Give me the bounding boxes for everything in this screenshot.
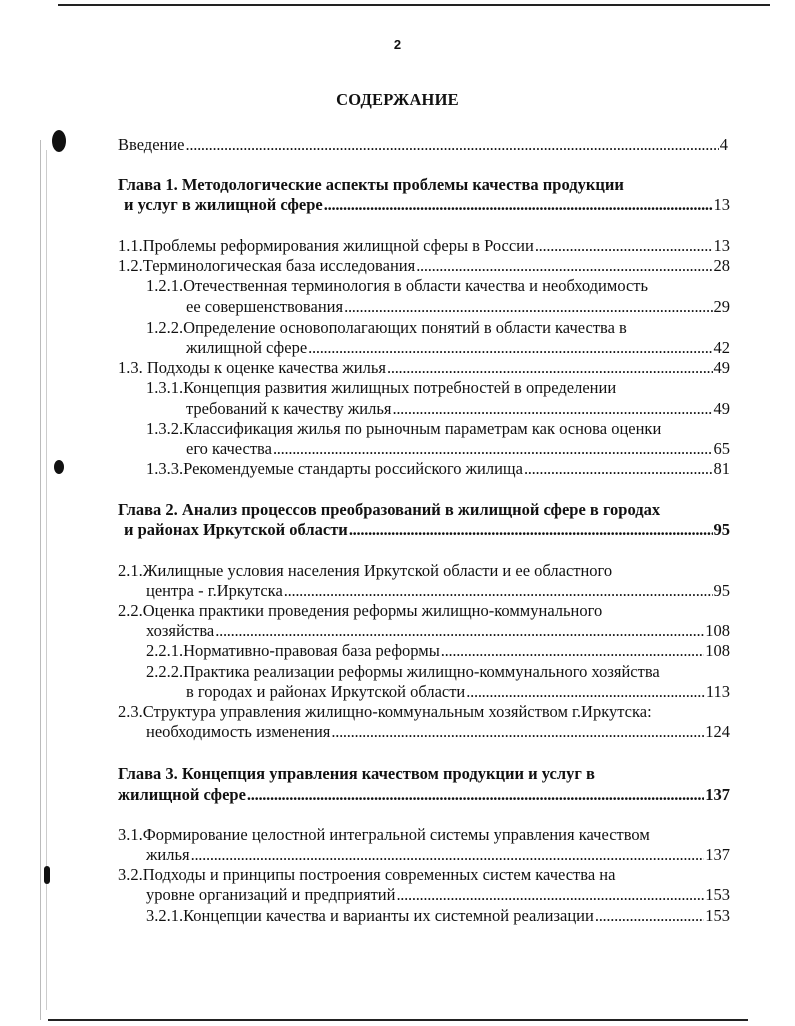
toc-entry-text: 1.3.1.Концепция развития жилищных потребностей в определении bbox=[146, 378, 617, 397]
dot-leader bbox=[308, 337, 712, 359]
toc-entry[interactable] bbox=[118, 235, 730, 257]
toc-entry[interactable] bbox=[118, 134, 728, 156]
toc-entry-text: центра - г.Иркутска bbox=[146, 581, 283, 600]
toc-entry-text: 1.2.Терминологическая база исследования bbox=[118, 256, 416, 275]
toc-entry-text: 1.3.2.Классификация жилья по рыночным параметрам как основа оценки bbox=[146, 419, 662, 438]
dot-leader bbox=[186, 134, 719, 156]
toc-entry-page: 13 bbox=[713, 195, 730, 214]
toc-entry-page: 113 bbox=[705, 682, 730, 701]
toc-entry[interactable] bbox=[186, 681, 730, 703]
toc-entry-page: 81 bbox=[713, 459, 730, 478]
toc-entry-text: необходимость изменения bbox=[146, 722, 331, 741]
toc-entry-text: жилья bbox=[146, 845, 190, 864]
toc-subentry-heading bbox=[146, 317, 627, 339]
toc-entry-page: 108 bbox=[705, 621, 730, 640]
toc-subentry-heading bbox=[118, 600, 602, 622]
toc-entry-text: требований к качеству жилья bbox=[186, 399, 392, 418]
toc-entry-text: уровне организаций и предприятий bbox=[146, 885, 396, 904]
toc-entry-text: 2.2.1.Нормативно-правовая база реформы bbox=[146, 641, 440, 660]
toc-entry-page: 42 bbox=[713, 338, 730, 357]
toc-chapter-heading bbox=[118, 174, 624, 196]
toc-entry-page: 28 bbox=[713, 256, 730, 275]
toc-entry-page: 108 bbox=[705, 641, 730, 660]
toc-entry[interactable] bbox=[146, 721, 730, 743]
toc-entry-page: 65 bbox=[713, 439, 730, 458]
toc-entry[interactable] bbox=[124, 194, 730, 216]
toc-entry-text: 1.3. Подходы к оценке качества жилья bbox=[118, 358, 386, 377]
toc-subentry-heading bbox=[146, 418, 661, 440]
toc-entry[interactable] bbox=[146, 905, 730, 927]
toc-entry-text: и услуг в жилищной сфере bbox=[124, 195, 323, 214]
toc-entry-page: 4 bbox=[719, 135, 728, 154]
toc-entry-text: в городах и районах Иркутской области bbox=[186, 682, 466, 701]
toc-entry-page: 153 bbox=[705, 885, 730, 904]
toc-entry[interactable] bbox=[146, 844, 730, 866]
toc-subentry-heading bbox=[118, 701, 652, 723]
toc-entry-text: 3.1.Формирование целостной интегральной системы управления качеством bbox=[118, 825, 650, 844]
dot-leader bbox=[324, 194, 713, 216]
dot-leader bbox=[331, 721, 704, 743]
scan-blot bbox=[44, 866, 50, 884]
toc-entry-text: Глава 3. Концепция управления качеством продукции и услуг в bbox=[118, 764, 595, 783]
dot-leader bbox=[284, 580, 713, 602]
dot-leader bbox=[416, 255, 712, 277]
toc-subentry-heading bbox=[146, 377, 616, 399]
toc-entry-text: Введение bbox=[118, 135, 185, 154]
toc-entry[interactable] bbox=[118, 255, 730, 277]
toc-entry[interactable] bbox=[146, 458, 730, 480]
toc-entry-text: жилищной сфере bbox=[186, 338, 308, 357]
bottom-rule bbox=[48, 1019, 748, 1021]
scan-edge-line bbox=[40, 140, 41, 1020]
dot-leader bbox=[396, 884, 704, 906]
toc-chapter-heading bbox=[118, 499, 660, 521]
toc-entry-page: 13 bbox=[713, 236, 730, 255]
toc-entry-page: 124 bbox=[705, 722, 730, 741]
toc-entry-page: 95 bbox=[713, 520, 730, 539]
toc-entry-page: 49 bbox=[713, 399, 730, 418]
toc-chapter-heading bbox=[118, 763, 595, 785]
scan-blot bbox=[52, 130, 66, 152]
dot-leader bbox=[392, 398, 712, 420]
toc-subentry-heading bbox=[118, 560, 612, 582]
toc-entry-page: 49 bbox=[713, 358, 730, 377]
dot-leader bbox=[344, 296, 712, 318]
dot-leader bbox=[247, 784, 704, 806]
toc-entry[interactable] bbox=[186, 296, 730, 318]
toc-entry[interactable] bbox=[186, 398, 730, 420]
dot-leader bbox=[273, 438, 713, 460]
scan-blot bbox=[54, 460, 64, 474]
toc-entry-page: 29 bbox=[713, 297, 730, 316]
toc-entry-text: 3.2.Подходы и принципы построения современных систем качества на bbox=[118, 865, 616, 884]
toc-entry-text: 1.2.1.Отечественная терминология в области качества и необходимость bbox=[146, 276, 649, 295]
toc-entry-text: 2.1.Жилищные условия населения Иркутской области и ее областного bbox=[118, 561, 613, 580]
toc-entry[interactable] bbox=[186, 337, 730, 359]
dot-leader bbox=[349, 519, 713, 541]
toc-entry[interactable] bbox=[118, 357, 730, 379]
toc-entry-text: хозяйства bbox=[146, 621, 215, 640]
dot-leader bbox=[215, 620, 704, 642]
dot-leader bbox=[524, 458, 713, 480]
toc-entry[interactable] bbox=[124, 519, 730, 541]
toc-subentry-heading bbox=[146, 661, 660, 683]
toc-entry-text: 2.2.Оценка практики проведения реформы жилищно-коммунального bbox=[118, 601, 603, 620]
toc-entry[interactable] bbox=[146, 580, 730, 602]
toc-entry[interactable] bbox=[186, 438, 730, 460]
toc-entry-page: 137 bbox=[705, 845, 730, 864]
toc-entry-text: 2.2.2.Практика реализации реформы жилищно-коммунального хозяйства bbox=[146, 662, 660, 681]
toc-entry-page: 137 bbox=[705, 785, 730, 804]
toc-entry-text: жилищной сфере bbox=[118, 785, 246, 804]
toc-entry[interactable] bbox=[118, 784, 730, 806]
toc-entry[interactable] bbox=[146, 620, 730, 642]
dot-leader bbox=[595, 905, 704, 927]
toc-entry-text: 2.3.Структура управления жилищно-коммунальным хозяйством г.Иркутска: bbox=[118, 702, 652, 721]
dot-leader bbox=[191, 844, 705, 866]
toc-entry-text: 1.3.3.Рекомендуемые стандарты российского жилища bbox=[146, 459, 523, 478]
toc-entry-text: Глава 2. Анализ процессов преобразований в жилищной сфере в городах bbox=[118, 500, 661, 519]
toc-entry-page: 95 bbox=[713, 581, 730, 600]
page-number: 2 bbox=[393, 37, 402, 52]
toc-subentry-heading bbox=[118, 824, 650, 846]
toc-subentry-heading bbox=[146, 275, 648, 297]
toc-entry-text: его качества bbox=[186, 439, 272, 458]
toc-entry-text: 1.2.2.Определение основополагающих понятий в области качества в bbox=[146, 318, 627, 337]
dot-leader bbox=[466, 681, 705, 703]
toc-entry[interactable] bbox=[146, 640, 730, 662]
dot-leader bbox=[535, 235, 713, 257]
toc-entry-text: ее совершенствования bbox=[186, 297, 344, 316]
toc-entry-text: и районах Иркутской области bbox=[124, 520, 348, 539]
toc-entry-text: 3.2.1.Концепции качества и варианты их системной реализации bbox=[146, 906, 594, 925]
toc-entry[interactable] bbox=[146, 884, 730, 906]
toc-subentry-heading bbox=[118, 864, 615, 886]
page-title: СОДЕРЖАНИЕ bbox=[336, 90, 459, 109]
top-rule bbox=[58, 4, 770, 6]
toc-entry-page: 153 bbox=[705, 906, 730, 925]
toc-entry-text: Глава 1. Методологические аспекты проблемы качества продукции bbox=[118, 175, 624, 194]
dot-leader bbox=[441, 640, 704, 662]
toc-entry-text: 1.1.Проблемы реформирования жилищной сферы в России bbox=[118, 236, 534, 255]
dot-leader bbox=[387, 357, 713, 379]
